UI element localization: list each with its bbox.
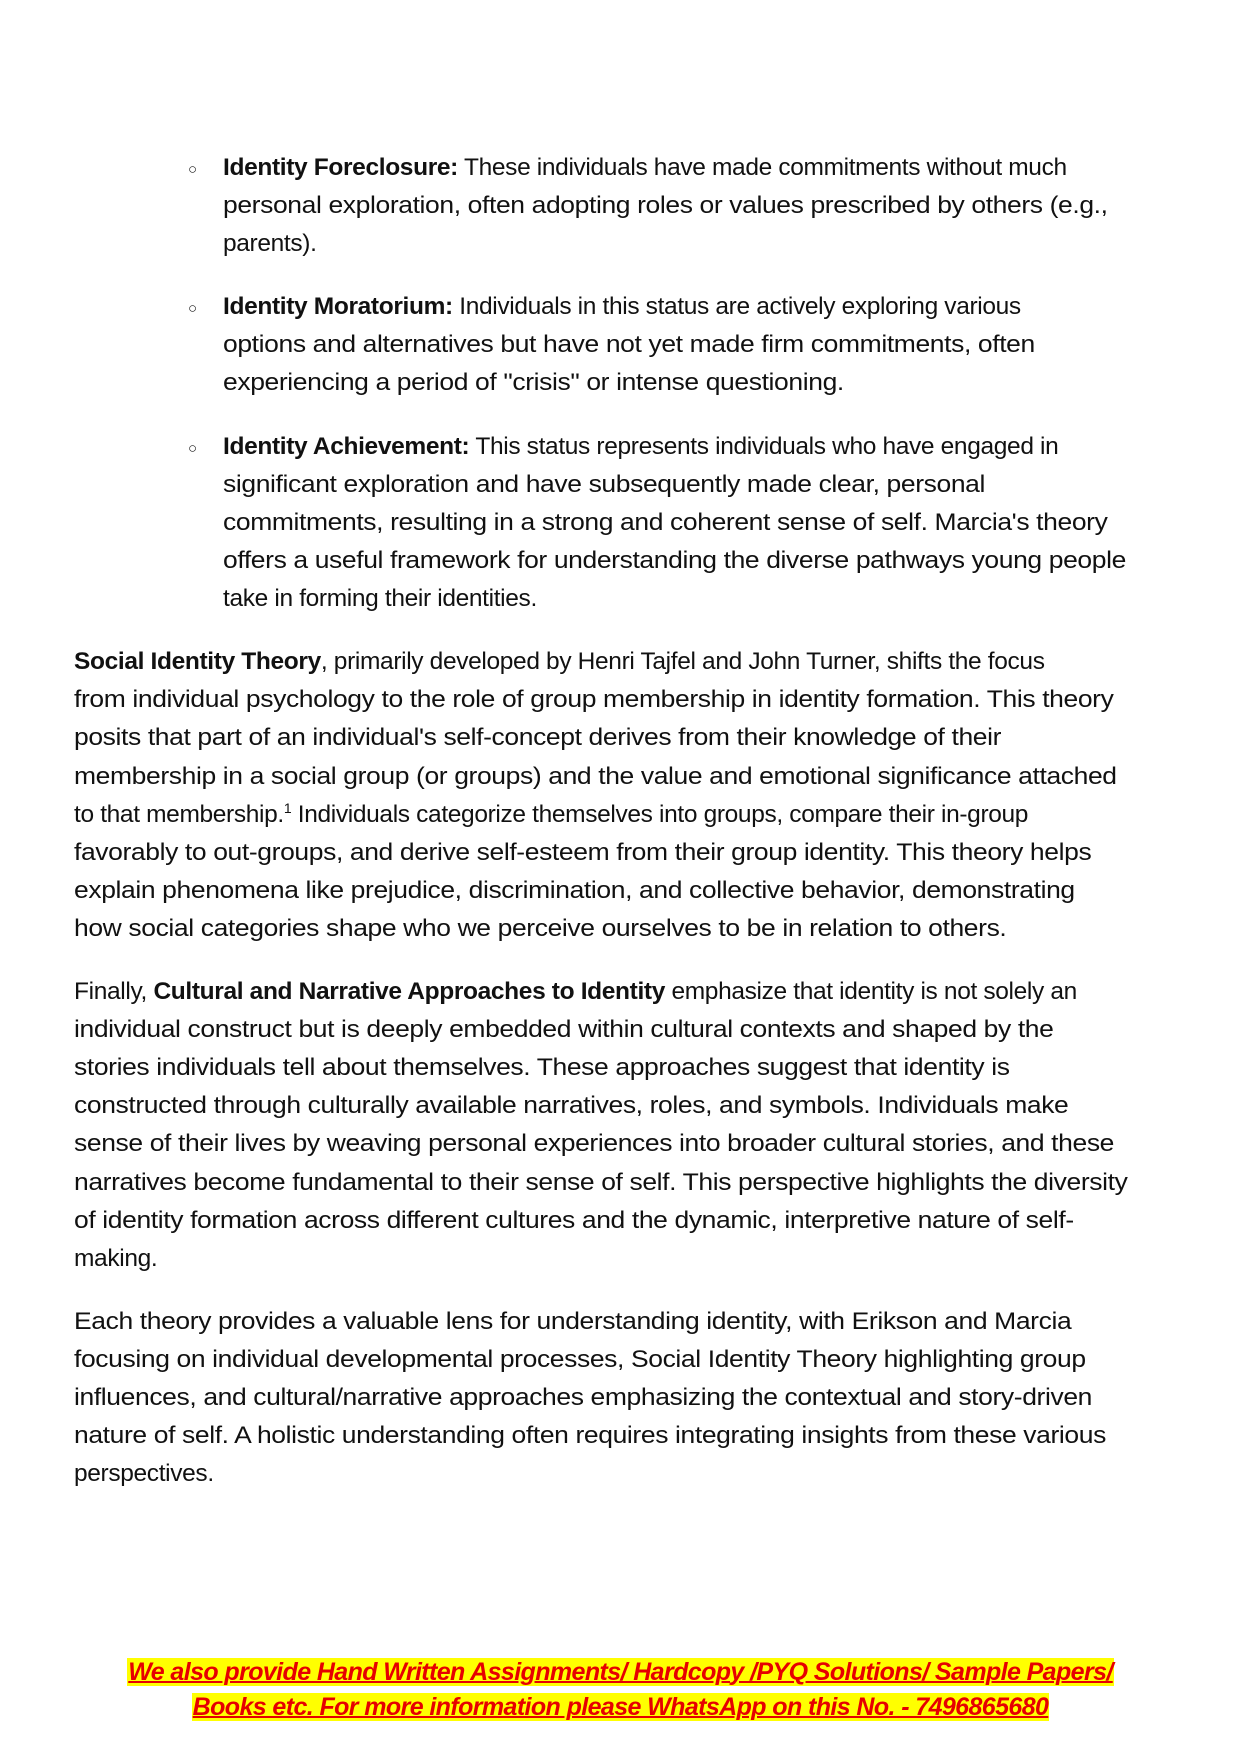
bullet-text: This status represents individuals who have engaged in <box>469 433 1059 460</box>
paragraph-line: narratives become fundamental to their sense of self. This perspective highlights the diversity <box>74 1169 1128 1196</box>
bullet-marker-icon: ○ <box>188 161 198 178</box>
bullet-line: take in forming their identities. <box>223 585 537 612</box>
footer-promo-text[interactable]: We also provide Hand Written Assignments/ Hardcopy /PYQ Solutions/ Sample Papers/ <box>128 1658 1113 1686</box>
paragraph-line: favorably to out-groups, and derive self-esteem from their group identity. This theory helps <box>74 839 1092 866</box>
bullet-term: Identity Achievement: <box>223 433 470 460</box>
footer-line-1 <box>0 1655 1241 1689</box>
paragraph-line: influences, and cultural/narrative approaches emphasizing the contextual and story-driven <box>74 1384 1093 1411</box>
paragraph-line: nature of self. A holistic understanding often requires integrating insights from these various <box>74 1422 1106 1449</box>
bullet-line: parents). <box>223 230 317 257</box>
footnote-marker[interactable]: 1 <box>283 799 292 816</box>
bullet-line: offers a useful framework for understanding the diverse pathways young people <box>223 547 1126 574</box>
paragraph-line: explain phenomena like prejudice, discrimination, and collective behavior, demonstrating <box>74 877 1075 904</box>
paragraph-line: perspectives. <box>74 1460 214 1487</box>
bullet-marker-icon: ○ <box>188 300 198 317</box>
paragraph-text: Finally, <box>74 978 154 1005</box>
footer-line-2 <box>0 1690 1241 1724</box>
bullet-line: commitments, resulting in a strong and coherent sense of self. Marcia's theory <box>223 509 1108 536</box>
footer-contact-text[interactable]: Books etc. For more information please WhatsApp on this No. - 7496865680 <box>192 1693 1049 1721</box>
paragraph-text: to that membership. <box>74 801 284 828</box>
paragraph-line: constructed through culturally available narratives, roles, and symbols. Individuals make <box>74 1092 1069 1119</box>
bullet-line <box>223 432 1058 462</box>
paragraph-line: how social categories shape who we perceive ourselves to be in relation to others. <box>74 915 1007 942</box>
paragraph-text: , primarily developed by Henri Tajfel and John Turner, shifts the focus <box>320 648 1045 675</box>
paragraph-line: of identity formation across different cultures and the dynamic, interpretive nature of self- <box>74 1207 1074 1234</box>
bullet-text: These individuals have made commitments without much <box>457 154 1067 181</box>
bullet-line: significant exploration and have subsequently made clear, personal <box>223 471 986 498</box>
paragraph-line: focusing on individual developmental processes, Social Identity Theory highlighting group <box>74 1346 1086 1373</box>
paragraph-line <box>74 800 1028 830</box>
bullet-marker-icon: ○ <box>188 440 198 457</box>
bullet-text: Individuals in this status are actively exploring various <box>452 293 1021 320</box>
bullet-term: Identity Moratorium: <box>223 293 453 320</box>
paragraph-text: Individuals categorize themselves into groups, compare their in-group <box>297 801 1029 828</box>
bullet-term: Identity Foreclosure: <box>223 154 458 181</box>
paragraph-term: Social Identity Theory <box>74 648 321 675</box>
paragraph-line: from individual psychology to the role of group membership in identity formation. This theory <box>74 686 1114 713</box>
paragraph-line: sense of their lives by weaving personal experiences into broader cultural stories, and these <box>74 1130 1115 1157</box>
paragraph-line: individual construct but is deeply embedded within cultural contexts and shaped by the <box>74 1016 1054 1043</box>
bullet-line: experiencing a period of "crisis" or intense questioning. <box>223 369 844 396</box>
bullet-line <box>223 153 1067 183</box>
paragraph-line <box>74 977 1077 1007</box>
paragraph-text: emphasize that identity is not solely an <box>665 978 1077 1005</box>
bullet-line: personal exploration, often adopting roles or values prescribed by others (e.g., <box>223 192 1108 219</box>
bullet-line <box>223 292 1021 322</box>
paragraph-line: membership in a social group (or groups) and the value and emotional significance attached <box>74 763 1117 790</box>
paragraph-line: posits that part of an individual's self-concept derives from their knowledge of their <box>74 724 1002 751</box>
paragraph-line <box>74 647 1045 677</box>
paragraph-term: Cultural and Narrative Approaches to Identity <box>153 978 666 1005</box>
paragraph-line: making. <box>74 1245 158 1272</box>
paragraph-line: Each theory provides a valuable lens for understanding identity, with Erikson and Marcia <box>74 1308 1072 1335</box>
bullet-line: options and alternatives but have not yet made firm commitments, often <box>223 331 1035 358</box>
paragraph-line: stories individuals tell about themselves. These approaches suggest that identity is <box>74 1054 1010 1081</box>
